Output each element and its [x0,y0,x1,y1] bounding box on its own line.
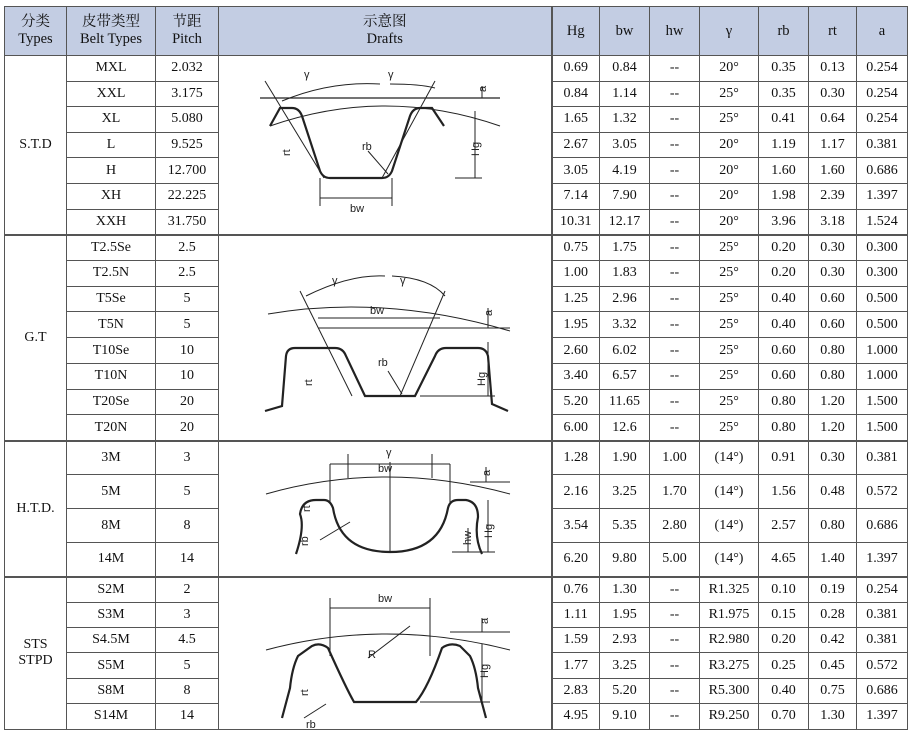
cell-hw: -- [650,107,700,133]
cell-pitch: 20 [156,415,219,441]
cell-hw: -- [650,653,700,678]
gamma-right-label: γ [399,274,406,287]
cell-type: L [67,132,156,158]
cell-rb: 0.10 [759,577,809,602]
cell-pitch: 2 [156,577,219,602]
cell-a: 0.300 [857,235,908,261]
cell-a: 0.572 [857,653,908,678]
cell-pitch: 10 [156,363,219,389]
r-label: R [367,649,376,662]
cell-a: 1.397 [857,543,908,577]
cell-hg: 1.95 [552,312,600,338]
cell-type: 14M [67,543,156,577]
cell-rt: 1.30 [809,704,857,729]
cell-rb: 0.35 [759,56,809,82]
cell-hw: -- [650,260,700,286]
cell-bw: 12.17 [600,209,650,235]
draft-diagram [219,441,552,577]
cell-rb: 0.41 [759,107,809,133]
cell-hg: 2.60 [552,338,600,364]
cell-hg: 2.67 [552,132,600,158]
cell-gamma: 25° [700,260,759,286]
cell-bw: 2.93 [600,627,650,652]
bw-label: bw [369,304,384,317]
cell-hg: 3.40 [552,363,600,389]
cell-rt: 0.30 [809,81,857,107]
cell-a: 0.381 [857,602,908,627]
draft-diagram [219,577,552,729]
cell-type: S4.5M [67,627,156,652]
group-name-cell [5,235,67,441]
hg-label: Hg [478,664,491,679]
cell-rt: 1.20 [809,389,857,415]
cell-hw: -- [650,602,700,627]
cell-hg: 0.75 [552,235,600,261]
cell-rb: 2.57 [759,509,809,543]
hw-label: hw [461,530,474,545]
cell-a: 1.500 [857,415,908,441]
cell-type: T5N [67,312,156,338]
cell-bw: 5.20 [600,678,650,703]
cell-type: T10N [67,363,156,389]
cell-rb: 0.40 [759,678,809,703]
cell-gamma: R5.300 [700,678,759,703]
cell-rt: 0.30 [809,441,857,475]
cell-type: S2M [67,577,156,602]
cell-rb: 0.80 [759,389,809,415]
cell-hg: 5.20 [552,389,600,415]
cell-a: 0.381 [857,627,908,652]
header-bw: bw [600,7,650,56]
cell-type: 8M [67,509,156,543]
rt-label: rt [302,378,315,386]
cell-a: 0.254 [857,577,908,602]
cell-bw: 12.6 [600,415,650,441]
cell-hw: -- [650,415,700,441]
cell-gamma: (14°) [700,509,759,543]
cell-a: 1.397 [857,183,908,209]
cell-pitch: 5.080 [156,107,219,133]
cell-rb: 0.60 [759,363,809,389]
cell-a: 0.500 [857,312,908,338]
cell-a: 0.254 [857,107,908,133]
cell-pitch: 20 [156,389,219,415]
hg-label: Hg [475,371,488,386]
cell-hw: 2.80 [650,509,700,543]
group-name: STPD [18,653,53,669]
cell-type: T5Se [67,286,156,312]
cell-bw: 6.57 [600,363,650,389]
cell-type: S14M [67,704,156,729]
cell-pitch: 2.032 [156,56,219,82]
cell-gamma: R2.980 [700,627,759,652]
cell-rb: 1.19 [759,132,809,158]
hg-label: Hg [482,523,495,538]
cell-pitch: 2.5 [156,260,219,286]
belt-spec-table [4,6,908,730]
cell-bw: 9.10 [600,704,650,729]
cell-rt: 0.64 [809,107,857,133]
cell-a: 0.381 [857,132,908,158]
cell-rb: 4.65 [759,543,809,577]
rb-label: rb [298,535,311,546]
cell-pitch: 14 [156,704,219,729]
cell-hw: -- [650,338,700,364]
cell-rt: 0.30 [809,235,857,261]
cell-rb: 3.96 [759,209,809,235]
cell-a: 1.500 [857,389,908,415]
group-name: H.T.D. [16,500,55,516]
cell-hg: 0.69 [552,56,600,82]
cell-hg: 0.76 [552,577,600,602]
cell-type: 3M [67,441,156,475]
cell-rb: 0.70 [759,704,809,729]
cell-bw: 3.05 [600,132,650,158]
cell-gamma: 25° [700,235,759,261]
cell-hw: 1.70 [650,475,700,509]
header-rt: rt [809,7,857,56]
cell-pitch: 9.525 [156,132,219,158]
header-row [5,7,908,56]
cell-gamma: R1.325 [700,577,759,602]
cell-type: T2.5N [67,260,156,286]
header-pitch: 节距 Pitch [156,7,219,56]
cell-rb: 0.80 [759,415,809,441]
table-row [5,577,908,602]
cell-hw: -- [650,158,700,184]
cell-a: 1.000 [857,363,908,389]
cell-rt: 2.39 [809,183,857,209]
cell-rt: 0.48 [809,475,857,509]
gamma-left-label: γ [303,69,310,82]
cell-rt: 0.19 [809,577,857,602]
cell-a: 0.686 [857,509,908,543]
bw-label: bw [349,203,364,216]
cell-type: XL [67,107,156,133]
table-row [5,235,908,261]
cell-rt: 0.75 [809,678,857,703]
cell-hg: 2.83 [552,678,600,703]
cell-hw: 1.00 [650,441,700,475]
cell-pitch: 2.5 [156,235,219,261]
cell-hg: 4.95 [552,704,600,729]
cell-a: 0.300 [857,260,908,286]
cell-a: 0.254 [857,81,908,107]
cell-hg: 1.00 [552,260,600,286]
cell-type: T20N [67,415,156,441]
cell-hg: 3.54 [552,509,600,543]
header-rb: rb [759,7,809,56]
cell-pitch: 5 [156,286,219,312]
cell-rb: 0.20 [759,627,809,652]
cell-type: MXL [67,56,156,82]
cell-a: 1.000 [857,338,908,364]
cell-bw: 3.25 [600,653,650,678]
cell-gamma: R3.275 [700,653,759,678]
hg-label: Hg [469,142,482,157]
cell-pitch: 10 [156,338,219,364]
gamma-label: γ [385,446,392,459]
cell-gamma: 25° [700,338,759,364]
cell-gamma: 25° [700,107,759,133]
cell-hg: 1.28 [552,441,600,475]
rt-label: rt [298,689,311,697]
cell-rb: 0.15 [759,602,809,627]
cell-hg: 10.31 [552,209,600,235]
cell-hg: 6.00 [552,415,600,441]
cell-pitch: 3 [156,602,219,627]
cell-gamma: 20° [700,132,759,158]
cell-pitch: 3.175 [156,81,219,107]
cell-pitch: 5 [156,312,219,338]
a-label: a [480,469,493,476]
cell-rt: 0.60 [809,286,857,312]
cell-type: 5M [67,475,156,509]
cell-bw: 1.75 [600,235,650,261]
cell-rb: 1.60 [759,158,809,184]
cell-hw: 5.00 [650,543,700,577]
header-a: a [857,7,908,56]
cell-hg: 3.05 [552,158,600,184]
cell-pitch: 31.750 [156,209,219,235]
cell-bw: 11.65 [600,389,650,415]
cell-hw: -- [650,389,700,415]
cell-a: 1.524 [857,209,908,235]
cell-type: T20Se [67,389,156,415]
cell-hw: -- [650,81,700,107]
cell-rt: 0.30 [809,260,857,286]
rb-label: rb [377,356,388,369]
cell-rt: 1.60 [809,158,857,184]
cell-gamma: 25° [700,363,759,389]
cell-hw: -- [650,132,700,158]
cell-hw: -- [650,312,700,338]
cell-hg: 1.11 [552,602,600,627]
cell-bw: 9.80 [600,543,650,577]
group-name-cell [5,56,67,235]
cell-type: S8M [67,678,156,703]
cell-bw: 1.95 [600,602,650,627]
cell-rb: 0.20 [759,260,809,286]
cell-rb: 0.35 [759,81,809,107]
cell-rb: 0.40 [759,312,809,338]
header-belt-types: 皮带类型 Belt Types [67,7,156,56]
rb-label: rb [361,141,372,154]
cell-bw: 2.96 [600,286,650,312]
cell-hw: -- [650,209,700,235]
cell-hw: -- [650,678,700,703]
header-hg: Hg [552,7,600,56]
cell-bw: 3.32 [600,312,650,338]
cell-rt: 0.13 [809,56,857,82]
cell-rt: 3.18 [809,209,857,235]
cell-pitch: 8 [156,509,219,543]
cell-hw: -- [650,286,700,312]
cell-hg: 0.84 [552,81,600,107]
cell-gamma: 20° [700,183,759,209]
draft-diagram [219,56,552,235]
header-gamma: γ [700,7,759,56]
cell-gamma: 25° [700,286,759,312]
cell-hg: 1.77 [552,653,600,678]
cell-gamma: 25° [700,81,759,107]
cell-gamma: 25° [700,312,759,338]
cell-bw: 1.83 [600,260,650,286]
cell-bw: 7.90 [600,183,650,209]
cell-pitch: 22.225 [156,183,219,209]
cell-rt: 1.17 [809,132,857,158]
cell-pitch: 4.5 [156,627,219,652]
cell-hg: 1.25 [552,286,600,312]
a-label: a [478,617,491,625]
cell-rb: 1.56 [759,475,809,509]
cell-type: T10Se [67,338,156,364]
cell-gamma: 20° [700,56,759,82]
cell-rt: 0.60 [809,312,857,338]
cell-gamma: (14°) [700,475,759,509]
cell-rb: 0.40 [759,286,809,312]
cell-bw: 4.19 [600,158,650,184]
cell-a: 0.381 [857,441,908,475]
group-name: S.T.D [19,136,52,152]
cell-bw: 1.32 [600,107,650,133]
cell-type: H [67,158,156,184]
cell-hw: -- [650,627,700,652]
cell-rt: 1.40 [809,543,857,577]
cell-bw: 1.30 [600,577,650,602]
cell-gamma: (14°) [700,543,759,577]
cell-hw: -- [650,183,700,209]
cell-pitch: 8 [156,678,219,703]
cell-pitch: 5 [156,653,219,678]
cell-type: T2.5Se [67,235,156,261]
cell-hw: -- [650,363,700,389]
cell-rt: 1.20 [809,415,857,441]
cell-hw: -- [650,704,700,729]
cell-rb: 0.25 [759,653,809,678]
bw-label: bw [377,462,392,475]
a-label: a [476,86,489,93]
cell-gamma: 25° [700,389,759,415]
cell-pitch: 3 [156,441,219,475]
cell-hg: 2.16 [552,475,600,509]
cell-a: 0.572 [857,475,908,509]
cell-pitch: 14 [156,543,219,577]
bw-label: bw [377,593,392,606]
cell-gamma: 25° [700,415,759,441]
cell-rb: 0.60 [759,338,809,364]
header-types: 分类 Types [5,7,67,56]
cell-hg: 7.14 [552,183,600,209]
cell-rb: 1.98 [759,183,809,209]
rb-label: rb [305,719,316,729]
cell-type: S5M [67,653,156,678]
cell-bw: 1.14 [600,81,650,107]
group-name: STS [23,637,48,653]
cell-hg: 1.65 [552,107,600,133]
gamma-right-label: γ [387,69,394,82]
cell-rt: 0.42 [809,627,857,652]
cell-type: XXL [67,81,156,107]
cell-pitch: 5 [156,475,219,509]
cell-a: 0.686 [857,678,908,703]
group-name-cell [5,441,67,577]
cell-type: XXH [67,209,156,235]
group-name-cell [5,577,67,729]
cell-hg: 1.59 [552,627,600,652]
cell-a: 0.686 [857,158,908,184]
cell-gamma: R1.975 [700,602,759,627]
cell-rt: 0.45 [809,653,857,678]
cell-type: S3M [67,602,156,627]
draft-diagram [219,235,552,441]
cell-gamma: 20° [700,209,759,235]
cell-rt: 0.80 [809,363,857,389]
cell-type: XH [67,183,156,209]
cell-hg: 6.20 [552,543,600,577]
cell-a: 0.500 [857,286,908,312]
cell-rb: 0.20 [759,235,809,261]
cell-hw: -- [650,577,700,602]
cell-hw: -- [650,56,700,82]
a-label: a [482,309,495,316]
cell-rb: 0.91 [759,441,809,475]
cell-bw: 3.25 [600,475,650,509]
table-row [5,56,908,82]
group-name: G.T [24,329,47,345]
cell-hw: -- [650,235,700,261]
rt-label: rt [300,504,313,512]
cell-rt: 0.80 [809,338,857,364]
cell-gamma: R9.250 [700,704,759,729]
gamma-left-label: γ [331,274,338,287]
header-drafts: 示意图 Drafts [219,7,552,56]
header-hw: hw [650,7,700,56]
rt-label: rt [280,149,293,157]
cell-gamma: (14°) [700,441,759,475]
cell-gamma: 20° [700,158,759,184]
cell-rt: 0.28 [809,602,857,627]
cell-bw: 0.84 [600,56,650,82]
cell-bw: 1.90 [600,441,650,475]
cell-a: 1.397 [857,704,908,729]
cell-pitch: 12.700 [156,158,219,184]
cell-bw: 6.02 [600,338,650,364]
table-row [5,441,908,475]
cell-bw: 5.35 [600,509,650,543]
cell-a: 0.254 [857,56,908,82]
cell-rt: 0.80 [809,509,857,543]
